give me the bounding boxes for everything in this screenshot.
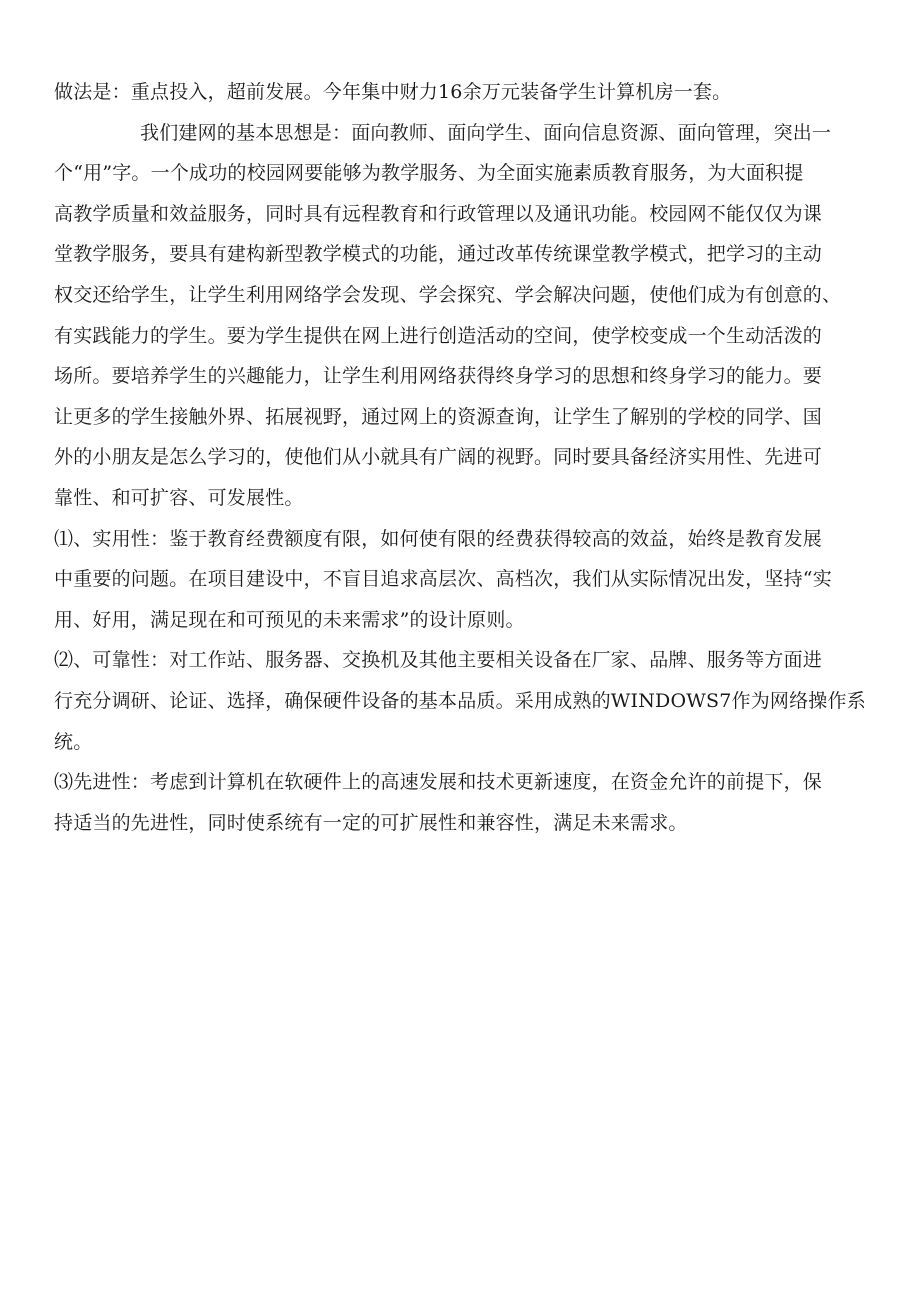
paragraph-line: 权交还给学生，让学生利用网络学会发现、学会探究、学会解决问题，使他们成为有创意的、 [54,283,842,306]
item-line: 用、好用，满足现在和可预见的未来需求”的设计原则。 [54,608,525,631]
main-paragraph [54,113,872,519]
item-advancement [54,762,872,843]
item-line: ⑵、可靠性：对工作站、服务器、交换机及其他主要相关设备在厂家、品牌、服务等方面进 [54,649,823,672]
paragraph-line: 场所。要培养学生的兴趣能力，让学生利用网络获得终身学习的思想和终身学习的能力。要 [54,365,823,388]
paragraph-line: 让更多的学生接触外界、拓展视野，通过网上的资源查询，让学生了解别的学校的同学、国 [54,405,823,428]
paragraph-line: 靠性、和可扩容、可发展性。 [54,486,304,509]
item-line: 行充分调研、论证、选择，确保硬件设备的基本品质。采用成熟的WINDOWS7作为网络操作系 [54,689,866,712]
paragraph-line: 堂教学服务，要具有建构新型教学模式的功能，通过改革传统课堂教学模式，把学习的主动 [54,243,823,266]
item-line: 持适当的先进性，同时使系统有一定的可扩展性和兼容性，满足未来需求。 [54,811,688,834]
paragraph-line: 我们建网的基本思想是：面向教师、面向学生、面向信息资源、面向管理，突出一 [140,121,832,144]
paragraph-line: 有实践能力的学生。要为学生提供在网上进行创造活动的空间，使学校变成一个生动活泼的 [54,324,823,347]
paragraph-line: 个“用”字。一个成功的校园网要能够为教学服务、为全面实施素质教育服务，为大面积提 [54,162,804,185]
document-page [54,72,872,843]
item-line: ⑴、实用性：鉴于教育经费额度有限，如何使有限的经费获得较高的效益，始终是教育发展 [54,527,823,550]
item-reliability [54,640,872,762]
paragraph-line: 高教学质量和效益服务，同时具有远程教育和行政管理以及通讯功能。校园网不能仅仅为课 [54,202,823,225]
item-line: ⑶先进性：考虑到计算机在软硬件上的高速发展和技术更新速度，在资金允许的前提下，保 [54,771,823,794]
item-line: 统。 [54,730,93,753]
paragraph-line: 外的小朋友是怎么学习的，使他们从小就具有广阔的视野。同时要具备经济实用性、先进可 [54,446,823,469]
item-practicality [54,519,872,641]
item-line: 中重要的问题。在项目建设中，不盲目追求高层次、高档次，我们从实际情况出发，坚持“实 [54,568,832,591]
intro-line: 做法是：重点投入，超前发展。今年集中财力16余万元装备学生计算机房一套。 [54,81,732,103]
